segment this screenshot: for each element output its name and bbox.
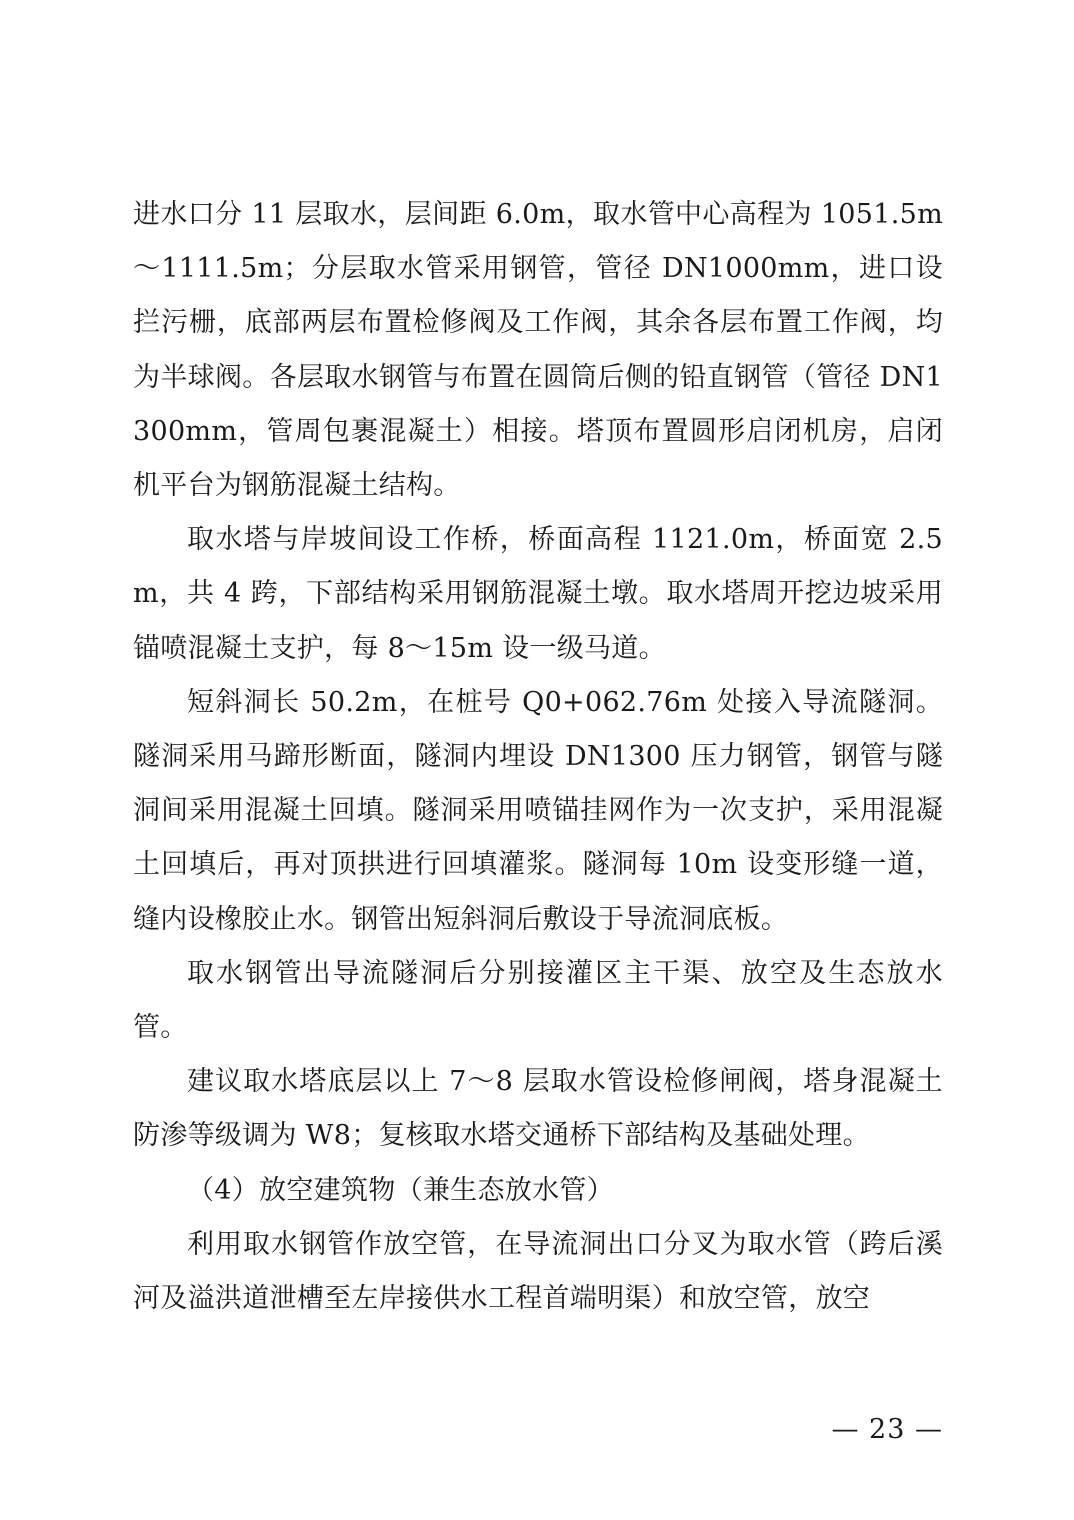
section-heading-drainage: （4）放空建筑物（兼生态放水管） — [187, 1174, 614, 1206]
paragraph-recommendation: 建议取水塔底层以上 7～8 层取水管设检修闸阀，塔身混凝土防渗等级调为 W8；复核取水塔交通桥下部结构及基础处理。 — [133, 1066, 943, 1152]
body-text — [133, 188, 943, 1326]
paragraph-intake-layers: 进水口分 11 层取水，层间距 6.0m，取水管中心高程为 1051.5m～1111.5m；分层取水管采用钢管，管径 DN1000mm，进口设拦污栅，底部两层布置检修阀及工作阀，其余各层布置工作阀，均为半球阀。各层取水钢管与布置在圆筒后侧的铅直钢管（管径 DN1300mm，管周包裹混凝土）相接。塔顶布置圆形启闭机房，启闭机平台为钢筋混凝土结构。 — [133, 199, 943, 502]
paragraph-work-bridge: 取水塔与岸坡间设工作桥，桥面高程 1121.0m，桥面宽 2.5m，共 4 跨，下部结构采用钢筋混凝土墩。取水塔周开挖边坡采用锚喷混凝土支护，每 8～15m 设一级马道。 — [133, 524, 943, 664]
page-number: — 23 — — [831, 1414, 943, 1445]
paragraph-steel-pipe-outlet: 取水钢管出导流隧洞后分别接灌区主干渠、放空及生态放水管。 — [133, 957, 943, 1044]
paragraph-inclined-tunnel: 短斜洞长 50.2m，在桩号 Q0+062.76m 处接入导流隧洞。隧洞采用马蹄形断面，隧洞内埋设 DN1300 压力钢管，钢管与隧洞间采用混凝土回填。隧洞采用喷锚挂网作为一次支护，采用混凝土回填后，再对顶拱进行回填灌浆。隧洞每 10m 设变形缝一道，缝内设橡胶止水。钢管出短斜洞后敷设于导流洞底板。 — [133, 686, 943, 935]
paragraph-drainage-pipe: 利用取水钢管作放空管，在导流洞出口分叉为取水管（跨后溪河及溢洪道泄槽至左岸接供水工程首端明渠）和放空管，放空 — [133, 1228, 943, 1315]
